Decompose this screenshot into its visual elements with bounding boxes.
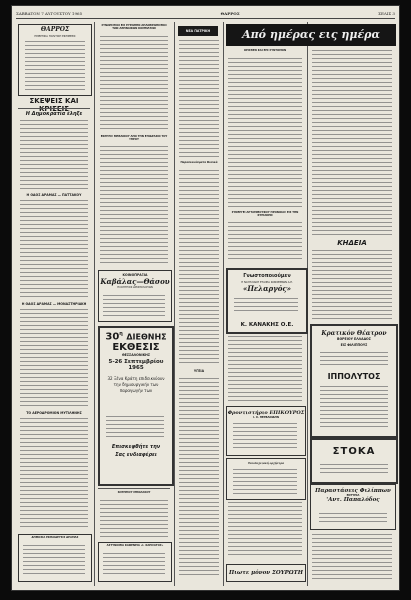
article-text bbox=[100, 146, 168, 266]
orchestra-ad-box bbox=[226, 458, 306, 500]
expo-ad-title: ΕΚΘΕΣΙΣ bbox=[112, 342, 160, 354]
article-title: Η Δημοκρατία έληξε bbox=[25, 111, 83, 117]
article-heading: ΣΥΝΕΡΓΕΙ ΑΡΤΑΜΜΟΥΦΟΥ ΠΡΟΝΟΙΑΣ ΕΙΣ ΤΗΝ ΚΥΡΙΑΚΗΝ bbox=[231, 211, 299, 217]
masthead-box bbox=[18, 24, 92, 96]
newspaper-page bbox=[12, 6, 399, 590]
philippi-ad-text bbox=[319, 513, 387, 525]
theatre-ad-region: ΒΟΡΕΙΟΥ ΕΛΛΑΔΟΣ bbox=[337, 337, 371, 341]
article-text bbox=[312, 534, 392, 580]
tutoring-ad-name: Ι. Χ. ΠΕΡΒΑΝΙΔΗΝ bbox=[252, 416, 280, 419]
article-text bbox=[312, 250, 392, 320]
divider bbox=[98, 488, 170, 489]
ferry-ad-sub: ΠΛΟΗΓΗΣΙΣ ΔΡΟΜΟΛΟΓΙΩΝ bbox=[117, 286, 153, 289]
cafe-ad-title: ΑΣΤΥΝΟΜΙΑ ΚΑΦΕΝΕΙΑ «Ι. ΧΑΡΙΣΑΤΟΣ» bbox=[106, 544, 164, 547]
article-heading-top: ΣΥΝΩΡΙΣΜΟΙ ΕΙΣ ΕΥΡΩΠΗΝ ΑΠΑΝΘΡΩΠΙΣΜΟΙ ΤΩΝ ΑΘΗΝΑΙΚΩΝ ΚΟΜΜΑΤΩΝ bbox=[101, 24, 167, 30]
theatre-ad-text bbox=[320, 352, 388, 368]
orchestra-ad-text bbox=[233, 469, 297, 495]
expo-ad-visit: Επισκεφθήτε την bbox=[111, 444, 161, 450]
school-notice-text bbox=[23, 545, 85, 577]
tutoring-ad-box bbox=[226, 406, 306, 456]
header-title: ΘΑΡΡΟΣ bbox=[220, 10, 240, 16]
philippi-ad-name: 'Αντ. Παπαλόδος bbox=[326, 497, 380, 503]
theatre-ad-box bbox=[310, 324, 398, 438]
article-text bbox=[20, 418, 88, 528]
article-text bbox=[179, 170, 219, 366]
theatre-ad-details bbox=[320, 386, 388, 430]
article-text bbox=[20, 200, 88, 300]
school-notice-box bbox=[18, 534, 92, 582]
article-text bbox=[312, 50, 392, 236]
ferry-ad-top: ΚΟΙΝΟΠΡΑΞΙΑ bbox=[122, 273, 148, 277]
expo-ad-number: $30^\eta$ ΔΙΕΘΝΗΣ bbox=[105, 331, 167, 343]
company-ad-box bbox=[226, 268, 308, 334]
tutoring-ad-title: Φροντιστήριο ΕΠΙΚΟΥΡΟΣ bbox=[227, 410, 305, 416]
article-text bbox=[228, 502, 302, 558]
masthead-text bbox=[25, 41, 85, 91]
tutoring-ad-text bbox=[233, 423, 297, 451]
article-text bbox=[100, 36, 168, 132]
article-heading-mid: ΕΚΡΗΞΙΣ ΜΕΘΑΝΙΟΥ ΑΠΟ ΤΗΝ ΕΠΙΔΡΑΣΙΝ ΤΟΥ ΞΗΡΟΥ bbox=[100, 135, 168, 141]
column3-ad-headline: Παρασκευάσματα Φυσικά bbox=[180, 161, 218, 164]
funeral-notice-title: ΚΗΔΕΙΑ bbox=[337, 239, 367, 247]
expo-ad-interest: Σας ενδιαφέρει bbox=[115, 452, 157, 458]
bottom-title: ΣΩΤΗΡΙΟΥ ΜΠΟΛΑΚΟΥ bbox=[117, 491, 151, 494]
column3-heading: ΥΓΕΙΑ bbox=[193, 369, 205, 373]
ferry-ad-box bbox=[98, 270, 172, 322]
ferry-ad-text bbox=[103, 295, 165, 317]
expo-ad-smalltext bbox=[106, 416, 164, 438]
theatre-ad-title: Κρατικόν Θέατρον bbox=[321, 330, 387, 337]
article-heading-a: Η ΟΔΟΣ ΔΡΑΜΑΣ — ΠΑΤΤΑΚΟΥ bbox=[26, 193, 82, 197]
expo-ad-text: 32 Ξένα Κράτη επιδεικνύουν την δημιουργικήν των παραγωγήν των bbox=[107, 376, 165, 393]
article-text bbox=[179, 40, 219, 158]
column-rule bbox=[174, 22, 175, 586]
philippi-ad-sub: ΕΝΤΥΠΙΑ bbox=[346, 494, 360, 497]
ferry-ad-title: Καβάλας—Θάσου bbox=[100, 277, 170, 286]
column3-top-label: ΝΕΑ ΠΑΤΡΙΚΗ bbox=[178, 26, 218, 36]
cafe-ad-text bbox=[103, 553, 165, 577]
article-text bbox=[228, 336, 302, 402]
article-text bbox=[228, 222, 302, 262]
article-heading: ΟΡΙΣΘΕΝ ΚΑΙ ΕΠΙ ΣΥΝΤΟΜΟΝ bbox=[243, 49, 287, 52]
article-text bbox=[100, 500, 168, 538]
theatre-ad-city: ΕΙΣ ΦΙΛΙΠΠΟΥΣ bbox=[340, 343, 368, 347]
article-text bbox=[179, 378, 219, 578]
sorothi-ad: Πιωτε μόνον ΣΟΥΡΩΤΗ bbox=[226, 564, 306, 582]
expo-ad-box bbox=[98, 326, 174, 486]
column-rule bbox=[94, 22, 95, 586]
stoka-ad-box bbox=[310, 438, 398, 484]
expo-ad-dates: 5-26 Σεπτεμβρίου 1965 bbox=[108, 359, 164, 372]
column-rule bbox=[223, 22, 224, 586]
theatre-ad-play: ΙΠΠΟΛΥΤΟΣ bbox=[327, 372, 381, 381]
divider bbox=[18, 108, 90, 109]
company-ad-brand: «Πελαργός» bbox=[242, 284, 292, 293]
stoka-ad-title: ΣΤΟΚΑ bbox=[332, 446, 376, 457]
article-heading-b: Η ΟΔΟΣ ΔΡΑΜΑΣ — ΜΟΝΑΣΤΗΡΙΑΚΗ bbox=[21, 302, 87, 306]
philippi-ad-box bbox=[310, 484, 396, 530]
company-ad-text bbox=[234, 298, 298, 312]
article-text bbox=[228, 58, 302, 208]
cafe-ad-box bbox=[98, 542, 172, 582]
page-header bbox=[16, 8, 395, 19]
company-ad-name: Κ. ΚΑΝΑΚΗΣ Ο.Ε. bbox=[240, 322, 294, 328]
philippi-ad-title: Παραστάσεις Φιλίππων bbox=[315, 488, 391, 494]
school-notice-title: ΔΗΜΟΣΙΑ ΕΚΠΑΙΔΕΥΣΙΣ ΔΡΑΜΑΣ bbox=[31, 536, 79, 539]
stoka-ad-text bbox=[320, 464, 388, 476]
script-banner: Από ημέρας εις ημέρα bbox=[226, 24, 396, 46]
expo-ad-city: ΘΕΣΣΑΛΟΝΙΚΗΣ bbox=[121, 353, 151, 358]
header-page: ΣΕΛΙΣ 3 bbox=[378, 10, 395, 16]
company-ad-line2: Η ΝΑΥΠΛΙΑΚΗ ΕΤΑΙΡΙΑ ΚΟΝΣΕΡΒΩΝ Α.Ε. bbox=[241, 281, 293, 284]
company-ad-line1: Γνωστοποιούμεν bbox=[243, 273, 291, 279]
orchestra-ad-title: Ξενοδοχειακή ορχήστρα bbox=[247, 462, 285, 465]
article-heading-c: ΤΟ ΑΕΡΟΔΡΟΜΙΟΝ ΜΥΤΙΛΗΝΗΣ bbox=[26, 411, 82, 415]
masthead-title: ΘΑΡΡΟΣ bbox=[40, 26, 70, 33]
masthead-subtitle: ΗΜΕΡΗΣΙΑ ΠΟΛΙΤΙΚΗ ΕΦΗΜΕΡΙΣ bbox=[34, 34, 76, 38]
section-title: ΣΚΕΨΕΙΣ ΚΑΙ bbox=[29, 97, 79, 105]
article-text bbox=[20, 309, 88, 409]
header-date: ΣΑΒΒΑΤΟΝ 7 ΑΥΓΟΥΣΤΟΥ 1965 bbox=[16, 10, 83, 16]
article-text bbox=[20, 120, 88, 192]
